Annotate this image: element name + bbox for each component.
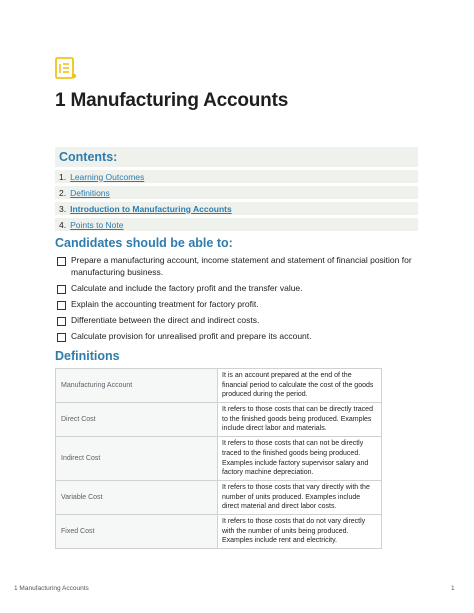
outcome-item [57, 255, 417, 278]
definition-cell: It is an account prepared at the end of the financial period to calculate the cost of the goods produced during the period. [218, 369, 382, 403]
definition-cell: It refers to those costs that can be directly traced to the finished goods being produced. Examples include direct labor and materials. [218, 403, 382, 437]
checkbox-icon[interactable] [57, 257, 66, 266]
term-cell: Indirect Cost [56, 437, 218, 481]
outcome-text: Prepare a manufacturing account, income statement and statement of financial position for manufacturing business. [71, 255, 412, 277]
table-row [56, 369, 382, 403]
term-cell: Manufacturing Account [56, 369, 218, 403]
contents-link-introduction[interactable]: Introduction to Manufacturing Accounts [70, 203, 232, 214]
definition-cell: It refers to those costs that can not be directly traced to the finished goods being produced. Examples include factory supervisor salary and factory machine depreciation. [218, 437, 382, 481]
outcome-text: Differentiate between the direct and indirect costs. [71, 314, 260, 325]
table-row [56, 403, 382, 437]
page-number: 1 [451, 585, 455, 592]
contents-item-number: 4. [59, 219, 67, 230]
contents-link-points-to-note[interactable]: Points to Note [70, 219, 124, 230]
outcome-item [57, 315, 417, 327]
checkbox-icon[interactable] [57, 285, 66, 294]
contents-item-number: 2. [59, 187, 67, 198]
contents-item [55, 202, 418, 215]
definitions-table [55, 368, 382, 549]
outcomes-heading: Candidates should be able to: [55, 236, 233, 250]
checkbox-icon[interactable] [57, 333, 66, 342]
contents-link-learning-outcomes[interactable]: Learning Outcomes [70, 171, 145, 182]
outcome-text: Explain the accounting treatment for factory profit. [71, 298, 259, 309]
definitions-heading: Definitions [55, 349, 120, 363]
outcome-item [57, 299, 417, 311]
page-title: 1 Manufacturing Accounts [55, 90, 289, 111]
checkbox-icon[interactable] [57, 317, 66, 326]
contents-item [55, 186, 418, 199]
term-cell: Direct Cost [56, 403, 218, 437]
table-row [56, 437, 382, 481]
document-logo-icon [55, 57, 77, 81]
contents-item [55, 170, 418, 183]
contents-item-number: 3. [59, 203, 67, 214]
table-row [56, 515, 382, 549]
contents-item-number: 1. [59, 171, 67, 182]
contents-box [55, 147, 418, 231]
footer-title: 1 Manufacturing Accounts [14, 585, 89, 592]
definition-cell: It refers to those costs that do not vary directly with the number of units being produced. Examples include rent and electricity. [218, 515, 382, 549]
checkbox-icon[interactable] [57, 301, 66, 310]
outcomes-list [57, 255, 417, 347]
contents-heading: Contents: [55, 147, 418, 167]
term-cell: Variable Cost [56, 481, 218, 515]
outcome-text: Calculate provision for unrealised profit and prepare its account. [71, 330, 312, 341]
table-row [56, 481, 382, 515]
contents-link-definitions[interactable]: Definitions [70, 187, 110, 198]
outcome-item [57, 283, 417, 295]
definition-cell: It refers to those costs that vary directly with the number of units produced. Examples include direct material and direct labor costs. [218, 481, 382, 515]
contents-item [55, 218, 418, 231]
outcome-text: Calculate and include the factory profit and the transfer value. [71, 282, 303, 293]
term-cell: Fixed Cost [56, 515, 218, 549]
outcome-item [57, 331, 417, 343]
